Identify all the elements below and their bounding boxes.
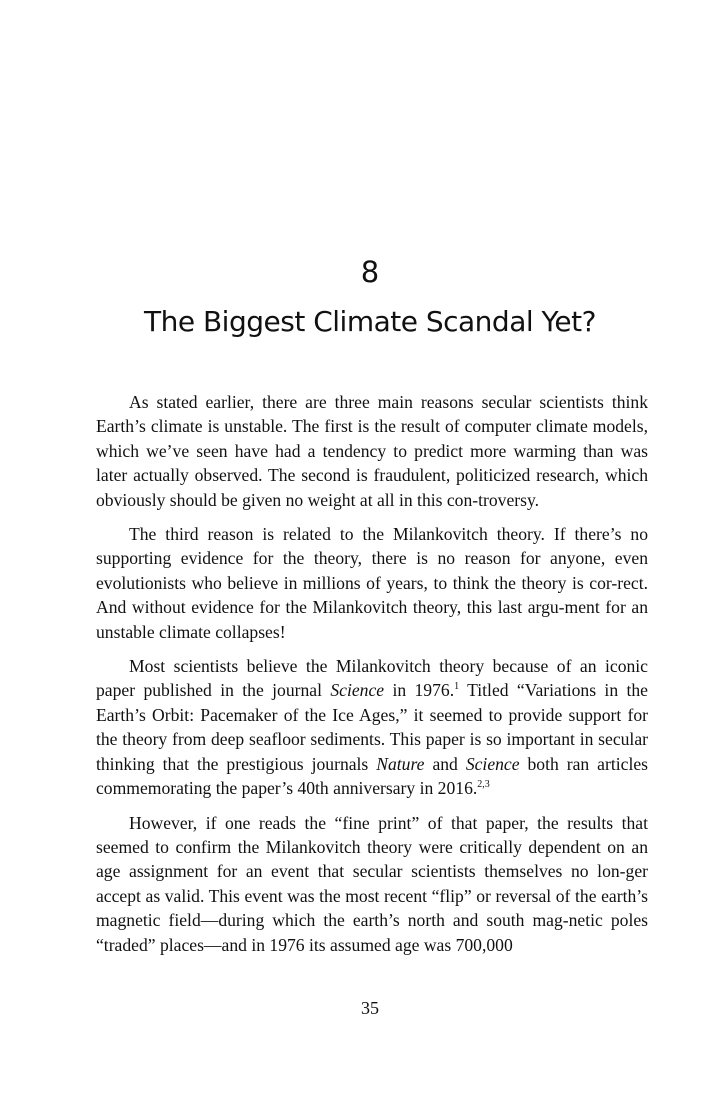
- paragraph-3-text: Most scientists believe the Milankovitch theory because of an iconic paper published in the journal: [96, 656, 648, 701]
- paragraph-3-text: in 1976.: [384, 680, 455, 701]
- journal-name: Nature: [376, 753, 425, 774]
- footnote-reference: 2,3: [477, 779, 490, 791]
- chapter-body: [96, 390, 648, 967]
- footnote-reference: 1: [454, 681, 460, 693]
- paragraph-3-text: both ran articles commemorating the paper’s 40th anniversary in 2016.: [96, 753, 648, 799]
- paragraph-1: As stated earlier, there are three main reasons secular scientists think Earth’s climate is unstable. The first is the result of computer climate models, which we’ve seen have had a tendency to predict more warming than was later actually observed. The second is fraudulent, politicized research, which obviously should be given no weight at all in this con-troversy.: [96, 392, 648, 510]
- paragraph-3-text: Titled “Variations in the Earth’s Orbit: Pacemaker of the Ice Ages,” it seemed to provide support for the theory from deep seafloor sediments. This paper is so important in secular thinking that the prestigious journals: [96, 680, 648, 774]
- page-number: 35: [361, 998, 379, 1018]
- paragraph-3: [96, 654, 648, 800]
- chapter-number: 8: [360, 255, 380, 289]
- journal-name: Science: [465, 753, 520, 774]
- paragraph-3-text: and: [424, 753, 466, 774]
- journal-name: Science: [330, 680, 385, 701]
- paragraph-4: However, if one reads the “fine print” of that paper, the results that seemed to confirm the Milankovitch theory were critically dependent on an age assignment for an event that secular scientists themselves no lon-ger accept as valid. This event was the most recent “flip” or reversal of the earth’s magnetic field—during which the earth’s north and south mag-netic poles “traded” places—and in 1976 its assumed age was 700,000: [96, 812, 648, 955]
- chapter-title: The Biggest Climate Scandal Yet?: [144, 305, 596, 338]
- paragraph-2: The third reason is related to the Milankovitch theory. If there’s no supporting evidence for the theory, there is no reason for anyone, even evolutionists who believe in millions of years, to think the theory is cor-rect. And without evidence for the Milankovitch theory, this last argu-ment for an unstable climate collapses!: [96, 524, 648, 642]
